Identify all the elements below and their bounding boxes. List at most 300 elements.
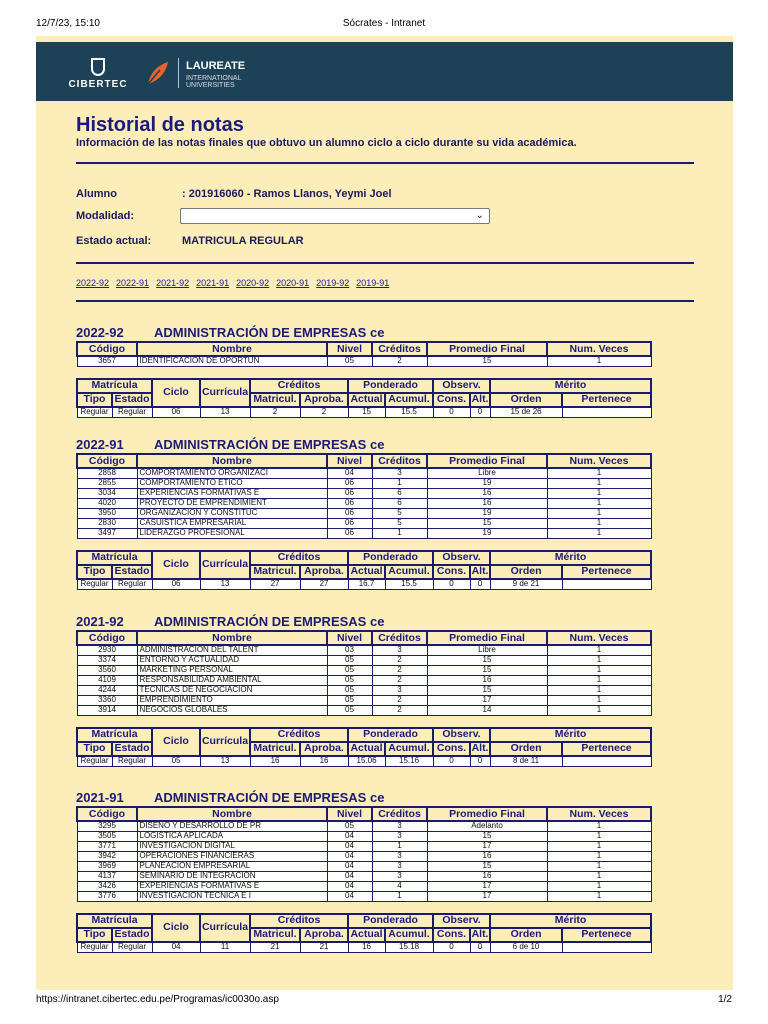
cell-creditos: 3 — [372, 871, 427, 881]
cell-codigo: 4244 — [77, 685, 137, 695]
cell-nivel: 04 — [327, 871, 372, 881]
cell-nombre: LOGISTICA APLICADA — [137, 831, 327, 841]
summary-cell — [562, 756, 651, 767]
summary-header-row — [77, 551, 651, 565]
laureate-logo-subtext — [186, 75, 242, 89]
cell-nombre: INVESTIGACION TECNICA E I — [137, 891, 327, 901]
cell-codigo: 4137 — [77, 871, 137, 881]
summary-cell: 16 — [250, 756, 300, 767]
section-title — [76, 325, 650, 341]
summary-cell: 15 de 26 — [490, 407, 562, 418]
header-ciclo: Ciclo — [152, 551, 200, 579]
section-program: ADMINISTRACIÓN DE EMPRESAS ce — [154, 614, 385, 629]
cell-nombre: SEMINARIO DE INTEGRACION — [137, 871, 327, 881]
cell-codigo: 3497 — [77, 528, 137, 538]
cell-codigo: 3942 — [77, 851, 137, 861]
summary-cell: 2 — [250, 407, 300, 418]
header-merito: Mérito — [490, 551, 651, 565]
cell-codigo: 4109 — [77, 675, 137, 685]
cell-codigo: 3950 — [77, 508, 137, 518]
cell-nivel: 04 — [327, 468, 372, 478]
cell-codigo: 3914 — [77, 705, 137, 715]
summary-cell: 15 — [348, 407, 385, 418]
table-row — [77, 861, 651, 871]
cell-promedio: 16 — [427, 675, 547, 685]
header-curricula: Currícula — [200, 914, 250, 942]
cell-nivel: 04 — [327, 881, 372, 891]
summary-cell: 06 — [152, 407, 200, 418]
page-subtitle: Información de las notas finales que obtuvo un alumno ciclo a ciclo durante su vida académica. — [76, 137, 577, 149]
cell-creditos: 2 — [372, 705, 427, 715]
cell-veces: 1 — [547, 665, 651, 675]
cycle-link[interactable]: 2022-92 — [76, 278, 110, 288]
cell-nivel: 06 — [327, 478, 372, 488]
summary-cell — [562, 407, 651, 418]
summary-cell: Regular — [77, 942, 112, 953]
courses-table — [76, 806, 652, 902]
summary-cell: Regular — [112, 756, 152, 767]
column-header-nivel: Nivel — [327, 807, 372, 821]
header-pertenece: Pertenece — [562, 393, 651, 407]
summary-cell: 0 — [433, 756, 470, 767]
cell-veces: 1 — [547, 488, 651, 498]
cell-creditos: 6 — [372, 488, 427, 498]
cell-veces: 1 — [547, 851, 651, 861]
cell-nombre: RESPONSABILIDAD AMBIENTAL — [137, 675, 327, 685]
cell-creditos: 6 — [372, 498, 427, 508]
column-header-nombre: Nombre — [137, 454, 327, 468]
alumno-value: : 201916060 - Ramos Llanos, Yeymi Joel — [182, 188, 392, 200]
cell-veces: 1 — [547, 695, 651, 705]
cell-promedio: 17 — [427, 881, 547, 891]
cycle-link[interactable]: 2022-91 — [116, 278, 150, 288]
column-header-nivel: Nivel — [327, 454, 372, 468]
cell-veces: 1 — [547, 468, 651, 478]
summary-row — [77, 756, 651, 767]
cycle-section — [76, 614, 650, 767]
summary-cell: 15.18 — [385, 942, 433, 953]
cell-nombre: IDENTIFICACION DE OPORTUN — [137, 356, 327, 366]
header-matricul: Matricul. — [250, 928, 300, 942]
summary-cell: 05 — [152, 756, 200, 767]
cell-nombre: ORGANIZACION Y CONSTITUC — [137, 508, 327, 518]
table-header-row — [77, 631, 651, 645]
cycle-link[interactable]: 2019-91 — [356, 278, 390, 288]
summary-cell: 0 — [470, 756, 490, 767]
header-matricula: Matrícula — [77, 728, 152, 742]
cibertec-logo — [68, 50, 128, 96]
summary-cell: 15.06 — [348, 756, 385, 767]
summary-row — [77, 407, 651, 418]
summary-cell: 16 — [300, 756, 348, 767]
cell-creditos: 1 — [372, 841, 427, 851]
cycle-link[interactable]: 2021-92 — [156, 278, 190, 288]
summary-cell: 13 — [200, 407, 250, 418]
header-curricula: Currícula — [200, 728, 250, 756]
header-actual: Actual — [348, 393, 385, 407]
summary-header-row — [77, 914, 651, 928]
cell-promedio: 17 — [427, 841, 547, 851]
summary-cell: 0 — [433, 942, 470, 953]
summary-header-row — [77, 728, 651, 742]
cell-veces: 1 — [547, 841, 651, 851]
table-row — [77, 478, 651, 488]
header-orden: Orden — [490, 742, 562, 756]
table-row — [77, 685, 651, 695]
cell-nivel: 06 — [327, 498, 372, 508]
header-estado: Estado — [112, 742, 152, 756]
header-tipo: Tipo — [77, 393, 112, 407]
cibertec-logo-text: CIBERTEC — [68, 79, 128, 90]
summary-cell: 0 — [470, 942, 490, 953]
cell-nivel: 06 — [327, 508, 372, 518]
cell-promedio: Libre — [427, 645, 547, 655]
cell-nombre: TECNICAS DE NEGOCIACION — [137, 685, 327, 695]
cell-creditos: 1 — [372, 891, 427, 901]
cell-nombre: EXPERIENCIAS FORMATIVAS E — [137, 881, 327, 891]
cell-nivel: 06 — [327, 518, 372, 528]
cell-nombre: CASUISTICA EMPRESARIAL — [137, 518, 327, 528]
cell-nombre: DISEÑO Y DESARROLLO DE PR — [137, 821, 327, 831]
table-row — [77, 468, 651, 478]
cell-promedio: 19 — [427, 508, 547, 518]
cell-creditos: 3 — [372, 821, 427, 831]
section-cycle: 2022-92 — [76, 325, 124, 340]
summary-row — [77, 942, 651, 953]
header-alt: Alt. — [471, 565, 489, 577]
section-program: ADMINISTRACIÓN DE EMPRESAS ce — [154, 325, 385, 340]
cell-codigo: 3776 — [77, 891, 137, 901]
column-header-promedio: Promedio Final — [427, 342, 547, 356]
cell-nombre: INVESTIGACION DIGITAL — [137, 841, 327, 851]
header-actual: Actual — [348, 565, 385, 579]
cell-creditos: 1 — [372, 478, 427, 488]
header-tipo: Tipo — [77, 565, 112, 579]
cell-codigo: 3657 — [77, 356, 137, 366]
summary-cell: Regular — [112, 579, 152, 590]
table-row — [77, 488, 651, 498]
cell-creditos: 2 — [372, 665, 427, 675]
section-program: ADMINISTRACIÓN DE EMPRESAS ce — [154, 790, 385, 805]
summary-cell: 16 — [348, 942, 385, 953]
table-row — [77, 675, 651, 685]
cell-nivel: 04 — [327, 851, 372, 861]
header-merito: Mérito — [490, 728, 651, 742]
cell-nivel: 04 — [327, 891, 372, 901]
divider — [76, 300, 694, 302]
header-ciclo: Ciclo — [152, 914, 200, 942]
table-row — [77, 705, 651, 715]
table-row — [77, 821, 651, 831]
cell-veces: 1 — [547, 356, 651, 366]
table-row — [77, 518, 651, 528]
header-acumul: Acumul. — [385, 565, 433, 579]
header-observ: Observ. — [433, 379, 490, 393]
header-alt: Alt. — [471, 928, 489, 940]
summary-cell: Regular — [112, 942, 152, 953]
cell-nivel: 06 — [327, 528, 372, 538]
cell-promedio: 15 — [427, 356, 547, 366]
cell-veces: 1 — [547, 685, 651, 695]
alumno-label: Alumno — [76, 188, 117, 200]
summary-cell: 13 — [200, 579, 250, 590]
cycle-link[interactable]: 2019-92 — [316, 278, 350, 288]
column-header-codigo: Código — [77, 342, 137, 356]
summary-cell: 0 — [433, 407, 470, 418]
table-header-row — [77, 807, 651, 821]
summary-row — [77, 579, 651, 590]
header-pertenece: Pertenece — [562, 742, 651, 756]
header-orden: Orden — [490, 928, 562, 942]
cell-veces: 1 — [547, 508, 651, 518]
table-row — [77, 645, 651, 655]
cell-nombre: PROYECTO DE EMPRENDIMIENT — [137, 498, 327, 508]
summary-cell: Regular — [77, 756, 112, 767]
column-header-codigo: Código — [77, 454, 137, 468]
laureate-sub-2: UNIVERSITIES — [186, 82, 235, 89]
cell-codigo: 3034 — [77, 488, 137, 498]
cell-veces: 1 — [547, 498, 651, 508]
cell-veces: 1 — [547, 881, 651, 891]
cycle-link[interactable]: 2020-91 — [276, 278, 310, 288]
cell-veces: 1 — [547, 478, 651, 488]
summary-cell: Regular — [77, 407, 112, 418]
column-header-veces: Num. Veces — [547, 342, 651, 356]
cell-codigo: 3771 — [77, 841, 137, 851]
cell-veces: 1 — [547, 655, 651, 665]
header-tipo: Tipo — [77, 928, 112, 942]
header-pertenece: Pertenece — [562, 928, 651, 942]
header-actual: Actual — [348, 742, 385, 756]
cell-promedio: 15 — [427, 685, 547, 695]
cell-veces: 1 — [547, 675, 651, 685]
cycle-section — [76, 325, 650, 418]
divider — [76, 162, 694, 164]
cell-codigo: 2855 — [77, 478, 137, 488]
courses-table — [76, 630, 652, 716]
header-estado: Estado — [112, 565, 152, 579]
column-header-creditos: Créditos — [372, 807, 427, 821]
page-title: Historial de notas — [76, 114, 244, 136]
header-creditos: Créditos — [250, 728, 348, 742]
cell-codigo: 3505 — [77, 831, 137, 841]
cell-codigo: 3426 — [77, 881, 137, 891]
cell-promedio: Libre — [427, 468, 547, 478]
summary-cell: 0 — [433, 579, 470, 590]
cell-nivel: 05 — [327, 695, 372, 705]
cell-nivel: 05 — [327, 655, 372, 665]
column-header-nombre: Nombre — [137, 631, 327, 645]
cell-nombre: COMPORTAMIENTO ETICO — [137, 478, 327, 488]
header-aproba: Aproba. — [300, 742, 348, 756]
header-observ: Observ. — [433, 728, 490, 742]
header-cons: Cons. — [433, 565, 470, 579]
header-pertenece: Pertenece — [562, 565, 651, 579]
cell-nivel: 05 — [327, 821, 372, 831]
courses-table — [76, 341, 652, 367]
cell-nivel: 05 — [327, 685, 372, 695]
section-title — [76, 614, 650, 630]
table-row — [77, 841, 651, 851]
cell-creditos: 3 — [372, 861, 427, 871]
header-merito: Mérito — [490, 379, 651, 393]
header-observ: Observ. — [433, 551, 490, 565]
column-header-creditos: Créditos — [372, 342, 427, 356]
cell-nombre: LIDERAZGO PROFESIONAL — [137, 528, 327, 538]
cell-veces: 1 — [547, 518, 651, 528]
table-row — [77, 356, 651, 366]
cell-creditos: 3 — [372, 831, 427, 841]
header-matricula: Matrícula — [77, 551, 152, 565]
table-row — [77, 891, 651, 901]
table-row — [77, 871, 651, 881]
header-matricul: Matricul. — [250, 742, 300, 756]
cell-promedio: 16 — [427, 498, 547, 508]
cell-nombre: COMPORTAMIENTO ORGANIZACI — [137, 468, 327, 478]
cell-veces: 1 — [547, 871, 651, 881]
header-creditos: Créditos — [250, 551, 348, 565]
table-header-row — [77, 454, 651, 468]
cell-codigo: 4020 — [77, 498, 137, 508]
header-cons: Cons. — [433, 928, 470, 942]
cell-nivel: 06 — [327, 488, 372, 498]
header-ponderado: Ponderado — [348, 551, 433, 565]
modalidad-select[interactable] — [180, 208, 490, 224]
column-header-codigo: Código — [77, 807, 137, 821]
cycle-section — [76, 790, 650, 953]
header-merito: Mérito — [490, 914, 651, 928]
header-matricul: Matricul. — [250, 393, 300, 407]
column-header-nombre: Nombre — [137, 342, 327, 356]
table-row — [77, 881, 651, 891]
cell-creditos: 2 — [372, 655, 427, 665]
summary-header-row — [77, 379, 651, 393]
chevron-down-icon: ⌄ — [475, 210, 484, 221]
shield-icon — [91, 58, 105, 76]
cell-promedio: 16 — [427, 488, 547, 498]
column-header-promedio: Promedio Final — [427, 454, 547, 468]
summary-cell: 15.16 — [385, 756, 433, 767]
modalidad-label: Modalidad: — [76, 210, 135, 222]
column-header-nivel: Nivel — [327, 631, 372, 645]
summary-cell: 11 — [200, 942, 250, 953]
summary-cell: 21 — [250, 942, 300, 953]
summary-cell: 8 de 11 — [490, 756, 562, 767]
table-row — [77, 695, 651, 705]
summary-table — [76, 727, 652, 768]
header-matricula: Matrícula — [77, 379, 152, 393]
cycle-links — [76, 278, 396, 288]
cell-codigo: 2858 — [77, 468, 137, 478]
cycle-link[interactable]: 2021-91 — [196, 278, 230, 288]
summary-cell: 6 de 10 — [490, 942, 562, 953]
print-header — [0, 0, 768, 36]
header-curricula: Currícula — [200, 379, 250, 407]
cell-veces: 1 — [547, 645, 651, 655]
cell-codigo: 3969 — [77, 861, 137, 871]
cell-veces: 1 — [547, 705, 651, 715]
column-header-veces: Num. Veces — [547, 807, 651, 821]
cell-creditos: 2 — [372, 675, 427, 685]
cycle-link[interactable]: 2020-92 — [236, 278, 270, 288]
cell-creditos: 3 — [372, 685, 427, 695]
summary-cell: 0 — [470, 407, 490, 418]
table-row — [77, 528, 651, 538]
header-aproba: Aproba. — [300, 393, 348, 407]
cell-promedio: Adelanto — [427, 821, 547, 831]
cell-veces: 1 — [547, 821, 651, 831]
cell-creditos: 2 — [372, 695, 427, 705]
header-estado: Estado — [112, 393, 152, 407]
header-alt: Alt. — [471, 742, 489, 754]
cell-promedio: 17 — [427, 891, 547, 901]
cell-promedio: 15 — [427, 831, 547, 841]
header-cons: Cons. — [433, 742, 470, 756]
print-footer — [0, 994, 768, 1010]
cell-creditos: 3 — [372, 468, 427, 478]
summary-cell: 9 de 21 — [490, 579, 562, 590]
cell-creditos: 3 — [372, 645, 427, 655]
table-row — [77, 665, 651, 675]
summary-cell: 04 — [152, 942, 200, 953]
column-header-promedio: Promedio Final — [427, 807, 547, 821]
header-creditos: Créditos — [250, 914, 348, 928]
cell-codigo: 3374 — [77, 655, 137, 665]
cell-nivel: 04 — [327, 861, 372, 871]
cell-codigo: 2930 — [77, 645, 137, 655]
laureate-leaf-icon — [146, 60, 170, 86]
cell-promedio: 19 — [427, 528, 547, 538]
courses-table — [76, 453, 652, 539]
summary-cell: Regular — [112, 407, 152, 418]
laureate-sub-1: INTERNATIONAL — [186, 75, 242, 82]
header-acumul: Acumul. — [385, 393, 433, 407]
summary-cell: 0 — [470, 579, 490, 590]
summary-cell: 15.5 — [385, 407, 433, 418]
header-alt: Alt. — [471, 393, 489, 405]
cell-codigo: 3360 — [77, 695, 137, 705]
header-observ: Observ. — [433, 914, 490, 928]
section-cycle: 2022-91 — [76, 437, 124, 452]
cell-creditos: 4 — [372, 881, 427, 891]
summary-table — [76, 913, 652, 954]
cell-nombre: ADMINISTRACION DEL TALENT — [137, 645, 327, 655]
column-header-veces: Num. Veces — [547, 631, 651, 645]
page-content — [36, 36, 733, 990]
cell-creditos: 5 — [372, 508, 427, 518]
header-actual: Actual — [348, 928, 385, 942]
column-header-nombre: Nombre — [137, 807, 327, 821]
summary-cell: 21 — [300, 942, 348, 953]
summary-cell: 06 — [152, 579, 200, 590]
header-banner — [36, 42, 733, 101]
summary-cell: 13 — [200, 756, 250, 767]
column-header-promedio: Promedio Final — [427, 631, 547, 645]
cell-veces: 1 — [547, 861, 651, 871]
header-ciclo: Ciclo — [152, 728, 200, 756]
table-header-row — [77, 342, 651, 356]
header-matricula: Matrícula — [77, 914, 152, 928]
column-header-veces: Num. Veces — [547, 454, 651, 468]
section-title — [76, 790, 650, 806]
cell-nivel: 03 — [327, 645, 372, 655]
cell-nombre: PLANEACION EMPRESARIAL — [137, 861, 327, 871]
cell-nivel: 05 — [327, 705, 372, 715]
cycle-section — [76, 437, 650, 590]
print-url: https://intranet.cibertec.edu.pe/Programas/ic0030o.asp — [36, 994, 279, 1005]
cell-codigo: 2830 — [77, 518, 137, 528]
table-row — [77, 498, 651, 508]
